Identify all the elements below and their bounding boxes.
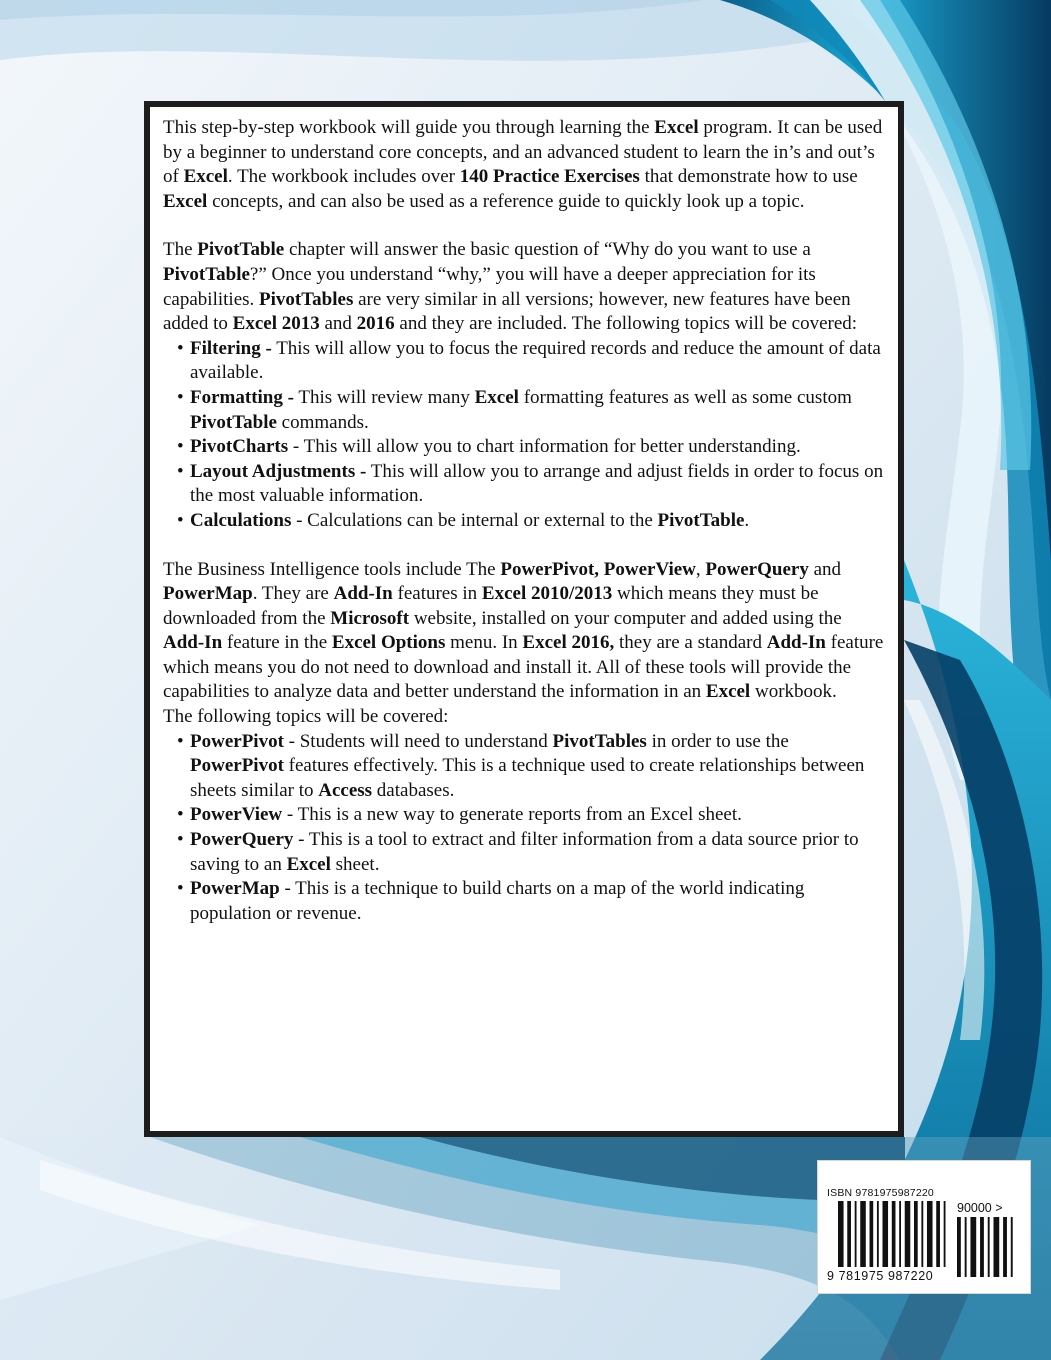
text-run: menu. In — [445, 632, 523, 654]
bold-term: Excel — [163, 190, 208, 212]
bold-term: Excel 2010/2013 — [481, 583, 613, 605]
topic-list-item — [173, 460, 884, 509]
bold-term: PivotTable — [657, 509, 745, 531]
bold-term: Excel Options — [331, 632, 446, 654]
bullet-icon: • — [177, 337, 184, 359]
text-run: website, installed on your computer and added using the — [409, 607, 842, 629]
barcode-bar — [847, 1201, 851, 1267]
bold-term: PivotTables — [259, 288, 354, 310]
text-run: they are a standard — [614, 632, 767, 654]
text-run: databases. — [372, 779, 455, 801]
bullet-icon: • — [177, 730, 184, 752]
bold-term: Calculations — [190, 509, 292, 531]
text-run: are very similar in all versions; however, new features have been added to — [163, 288, 851, 335]
barcode-bar — [882, 1201, 888, 1267]
barcode-bar — [905, 1201, 911, 1267]
bold-term: PivotTable — [190, 411, 277, 433]
text-run: that demonstrate how to use — [639, 166, 858, 188]
bold-term: PowerPivot — [190, 755, 284, 777]
text-run: . They are — [252, 583, 334, 605]
bullet-icon: • — [177, 804, 184, 826]
topic-list-item — [173, 877, 884, 926]
barcode-bar — [877, 1201, 879, 1267]
barcode-bar — [892, 1201, 896, 1267]
topic-list-item — [173, 337, 884, 386]
bold-term: PivotTable — [197, 239, 285, 261]
bi-topics-list — [163, 730, 884, 927]
pivottable-paragraph — [163, 238, 884, 336]
topic-list-item — [173, 435, 884, 460]
barcode-bar — [870, 1201, 874, 1267]
bold-term: PivotCharts — [190, 436, 289, 458]
text-run: workbook. — [750, 681, 837, 703]
text-run: - Students will need to understand — [283, 730, 553, 752]
text-run: which means they must be downloaded from the — [163, 583, 819, 629]
bold-term: Excel — [183, 166, 228, 188]
isbn-barcode-box — [817, 1160, 1031, 1294]
barcode-bar — [993, 1217, 999, 1277]
bullet-icon: • — [177, 436, 184, 458]
text-run: This step-by-step workbook will guide you through learning the — [163, 117, 655, 138]
text-run: - Calculations can be internal or external to the — [291, 509, 658, 531]
bold-term: Add-In — [766, 632, 826, 654]
topic-list-item — [173, 509, 884, 534]
bullet-icon: • — [177, 386, 184, 408]
topic-list-item — [173, 803, 884, 828]
bold-term: Excel 2016, — [522, 632, 615, 654]
bold-term: PowerPivot — [190, 730, 284, 752]
bold-term: Layout Adjustments - — [190, 460, 367, 482]
bold-term: PowerMap — [190, 878, 280, 900]
text-run: chapter will answer the basic question of “Why do you want to use a — [284, 239, 811, 261]
barcode-bar — [936, 1201, 940, 1267]
barcode-bar — [944, 1201, 946, 1267]
text-run: feature which means you do not need to download and install it. All of these tools will provide the capabilities to analyze data and better understand the information in an — [163, 632, 884, 703]
bold-term: PivotTables — [552, 730, 647, 752]
text-run: program. It can be used by a beginner to understand core concepts, and an advanced student to learn the in’s and out’s of — [163, 117, 883, 188]
topic-list-item — [173, 828, 884, 877]
bold-term: Formatting - — [190, 386, 294, 408]
isbn-label: ISBN 9781975987220 — [827, 1187, 934, 1199]
barcode-bar — [914, 1201, 918, 1267]
bold-term: Excel 2013 — [232, 313, 320, 335]
text-run: and — [319, 313, 357, 335]
bold-term: Excel — [654, 117, 699, 138]
barcode-bar — [980, 1217, 984, 1277]
text-run: commands. — [276, 411, 369, 433]
isbn-digits: 9 781975 987220 — [827, 1269, 934, 1283]
topic-list-item — [173, 730, 884, 804]
barcode-bar — [921, 1201, 923, 1267]
bold-term: PowerView — [190, 804, 283, 826]
bold-term: Microsoft — [330, 607, 410, 629]
price-code: 90000 > — [957, 1201, 1003, 1215]
barcode-bar — [970, 1217, 976, 1277]
text-run: sheet. — [330, 853, 380, 875]
text-run: feature in the — [222, 632, 332, 654]
barcode-bar — [1011, 1217, 1013, 1277]
text-run: ?” Once you understand “why,” you will have a deeper appreciation for its capabilities. — [163, 263, 816, 310]
isbn-barcode — [838, 1201, 952, 1267]
barcode-bar — [899, 1201, 901, 1267]
intro-paragraph — [163, 116, 884, 214]
bold-term: Excel — [705, 681, 751, 703]
text-run: , — [695, 558, 706, 580]
text-run: . The workbook includes over — [227, 166, 460, 188]
text-run: features in — [392, 583, 482, 605]
business-intelligence-paragraph — [163, 558, 884, 706]
text-run: This will review many — [293, 386, 475, 408]
text-run: in order to use the — [646, 730, 789, 752]
bold-term: Filtering - — [190, 337, 272, 359]
barcode-bar — [855, 1201, 857, 1267]
text-run: - This is a technique to build charts on a map of the world indicating population or revenue. — [190, 878, 805, 924]
pivottable-topics-list — [163, 337, 884, 534]
text-run: formatting features as well as some custom — [518, 386, 852, 408]
bullet-icon: • — [177, 878, 184, 900]
barcode-bar — [927, 1201, 933, 1267]
bold-term: Excel — [286, 853, 331, 875]
barcode-bar — [957, 1217, 961, 1277]
description-panel — [144, 101, 904, 1137]
bold-term: PowerQuery — [190, 829, 294, 851]
bullet-icon: • — [177, 460, 184, 482]
text-run: This will allow you to arrange and adjust fields in order to focus on the most valuable information. — [190, 460, 884, 507]
bold-term: PowerPivot, PowerView — [500, 558, 696, 580]
text-run: - This will allow you to chart information for better understanding. — [288, 436, 801, 458]
barcode-bar — [988, 1217, 990, 1277]
text-run: features effectively. This is a technique used to create relationships between sheets similar to — [190, 755, 865, 801]
text-run: concepts, and can also be used as a reference guide to quickly look up a topic. — [207, 190, 805, 212]
barcode-bar — [1003, 1217, 1007, 1277]
bold-term: PivotTable — [163, 263, 250, 285]
price-barcode — [957, 1217, 1020, 1277]
bullet-icon: • — [177, 829, 184, 851]
text-run: The Business Intelligence tools include The — [163, 558, 501, 580]
text-run: The — [163, 239, 198, 261]
topic-list-item — [173, 386, 884, 435]
barcode-bar — [838, 1201, 844, 1267]
text-run: and — [808, 558, 842, 580]
text-run: and they are included. The following topics will be covered: — [394, 313, 858, 335]
bold-term: PowerMap — [163, 583, 253, 605]
bold-term: Add-In — [163, 632, 223, 654]
text-run: . — [744, 509, 750, 531]
text-run: - This is a new way to generate reports from an Excel sheet. — [282, 804, 742, 826]
text-run: This will allow you to focus the required records and reduce the amount of data available. — [190, 337, 881, 384]
barcode-bar — [965, 1217, 967, 1277]
bold-term: Access — [318, 779, 373, 801]
barcode-bar — [860, 1201, 866, 1267]
bold-term: 140 Practice Exercises — [459, 166, 640, 188]
bullet-icon: • — [177, 509, 184, 531]
following-topics-line: The following topics will be covered: — [163, 706, 449, 728]
text-run: - This is a tool to extract and filter information from a data source prior to saving to an — [190, 829, 859, 875]
bold-term: Add-In — [333, 583, 393, 605]
bold-term: Excel — [474, 386, 519, 408]
bold-term: 2016 — [356, 313, 395, 335]
bold-term: PowerQuery — [705, 558, 809, 580]
